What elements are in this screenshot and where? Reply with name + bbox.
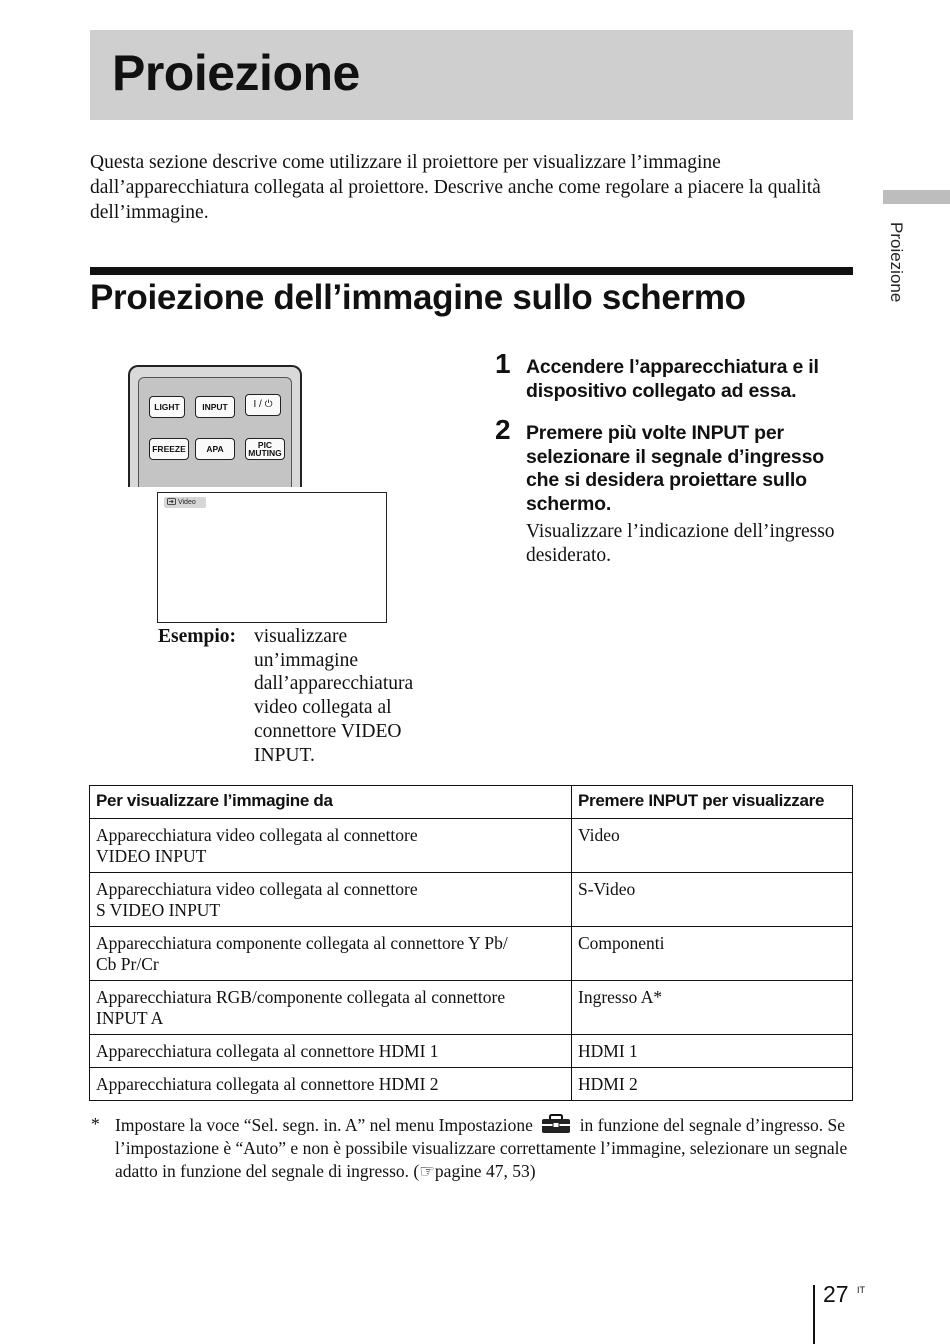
remote-panel — [138, 377, 292, 487]
pic-label: PIC — [257, 440, 273, 450]
step-1-text: Accendere l’apparecchiatura e il dispositivo collegato ad essa. — [526, 356, 819, 402]
table-row — [90, 981, 853, 1035]
source-line-1: Apparecchiatura componente collegata al connettore Y Pb/ — [96, 933, 508, 953]
table-cell-input: Video — [572, 819, 853, 873]
input-table — [89, 785, 853, 1101]
section-rule — [90, 267, 853, 275]
page-language-suffix: IT — [857, 1285, 865, 1295]
table-header-source: Per visualizzare l’immagine da — [90, 786, 572, 819]
table-cell-input: HDMI 1 — [572, 1035, 853, 1068]
freeze-button: FREEZE — [149, 438, 189, 460]
muting-label: MUTING — [248, 448, 282, 458]
toolbox-icon — [541, 1114, 571, 1134]
side-tab-label — [886, 222, 908, 322]
projection-screen — [157, 492, 387, 623]
table-cell-source — [90, 927, 572, 981]
source-line-2: INPUT A — [96, 1008, 164, 1028]
footnote-text-2: in funzione del segnale d’ingresso. Se l’impostazione è “Auto” e non è possibile visualizzare correttamente l’immagine, selezionare un segnale adatto in funzione del segnale di ingresso. ( — [115, 1115, 848, 1181]
remote-control-illustration — [128, 365, 302, 487]
example-label: Esempio: — [158, 626, 236, 647]
table-row — [90, 873, 853, 927]
apa-button: APA — [195, 438, 235, 460]
page-number: 27 — [823, 1281, 849, 1307]
source-line-1: Apparecchiatura RGB/componente collegata al connettore — [96, 987, 506, 1007]
footnote-mark: * — [91, 1114, 100, 1134]
table-row — [90, 927, 853, 981]
side-tab-text: Proiezione — [887, 222, 906, 303]
table-cell-source — [90, 981, 572, 1035]
source-line-2: S VIDEO INPUT — [96, 900, 221, 920]
intro-paragraph: Questa sezione descrive come utilizzare il proiettore per visualizzare l’immagine dall’apparecchiatura collegata al proiettore. Descrive anche come regolare a piacere la qualità dell’immagine. — [90, 152, 821, 223]
page-title: Proiezione — [112, 45, 360, 101]
light-button: LIGHT — [149, 396, 185, 418]
title-band — [90, 30, 853, 120]
source-line-1: Apparecchiatura video collegata al connettore — [96, 879, 418, 899]
example-text: visualizzare un’immagine dall’apparecchiatura video collegata al connettore VIDEO INPUT. — [254, 626, 414, 766]
table-cell-source: Apparecchiatura collegata al connettore HDMI 2 — [90, 1068, 572, 1101]
footnote-text-1: Impostare la voce “Sel. segn. in. A” nel menu Impostazione — [115, 1115, 533, 1135]
table-header-row — [90, 786, 853, 819]
table-cell-source — [90, 873, 572, 927]
table-cell-source: Apparecchiatura collegata al connettore HDMI 1 — [90, 1035, 572, 1068]
footnote — [115, 1114, 855, 1183]
step-2-note: Visualizzare l’indicazione dell’ingresso desiderato. — [526, 521, 835, 566]
step-1-number: 1 — [495, 348, 511, 379]
table-cell-input: S-Video — [572, 873, 853, 927]
table-header-input: Premere INPUT per visualizzare — [572, 786, 853, 819]
pic-muting-button — [245, 438, 285, 460]
table-row — [90, 1035, 853, 1068]
side-tab-marker — [883, 190, 950, 204]
footnote-page-ref: pagine 47, 53) — [434, 1161, 536, 1181]
table-row — [90, 819, 853, 873]
table-cell-input: Componenti — [572, 927, 853, 981]
input-indicator — [164, 497, 206, 508]
power-button: I / ⏻ — [245, 394, 281, 416]
table-row — [90, 1068, 853, 1101]
step-2-number: 2 — [495, 414, 511, 445]
source-line-2: VIDEO INPUT — [96, 846, 207, 866]
table-cell-input: HDMI 2 — [572, 1068, 853, 1101]
step-2-text: Premere più volte INPUT per selezionare il segnale d’ingresso che si desidera proiettare sullo schermo. — [526, 422, 824, 515]
table-cell-input: Ingresso A* — [572, 981, 853, 1035]
section-title: Proiezione dell’immagine sullo schermo — [90, 278, 746, 317]
table-cell-source — [90, 819, 572, 873]
source-line-1: Apparecchiatura video collegata al connettore — [96, 825, 418, 845]
page-number-bar — [813, 1285, 815, 1344]
page-ref-icon: ☞ — [419, 1161, 435, 1181]
source-line-2: Cb Pr/Cr — [96, 954, 159, 974]
input-indicator-text: Video — [177, 499, 196, 506]
input-arrow-icon — [167, 498, 176, 505]
input-button: INPUT — [195, 396, 235, 418]
